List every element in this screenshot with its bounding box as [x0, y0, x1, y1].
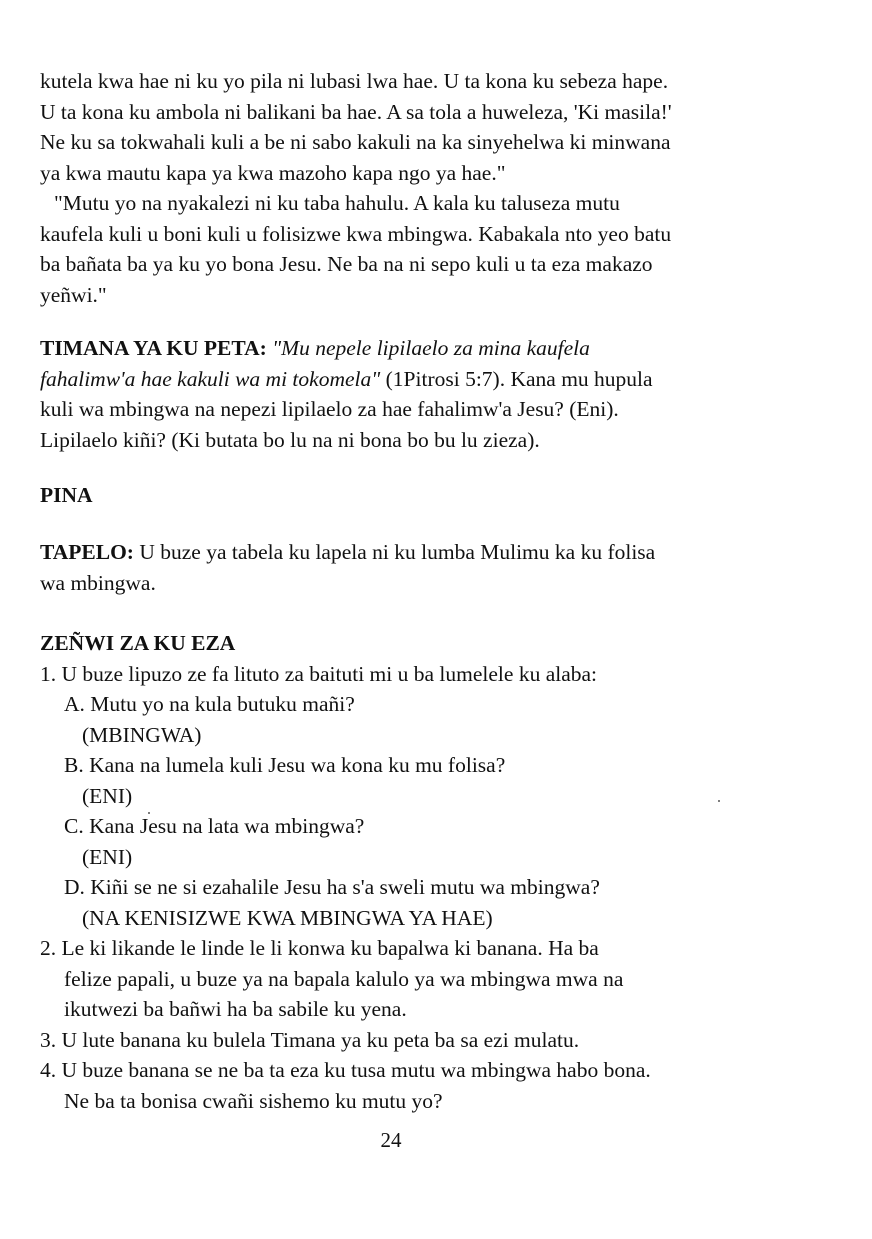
question-item: C. Kana Jesu na lata wa mbingwa?: [64, 814, 365, 838]
text-line: Ne ba ta bonisa cwañi sishemo ku mutu yo?: [64, 1088, 443, 1113]
memory-verse-heading: TIMANA YA KU PETA:: [40, 336, 267, 360]
memory-verse-reference: (1Pitrosi 5:7). Kana mu hupula: [380, 366, 653, 391]
song-section: [40, 480, 810, 511]
text-line: [40, 537, 810, 568]
prayer-section: [40, 537, 810, 598]
text-line: kuli wa mbingwa na nepezi lipilaelo za hae fahalimw'a Jesu? (Eni).: [40, 397, 619, 421]
prayer-text: U buze ya tabela ku lapela ni ku lumba Mulimu ka ku folisa: [133, 540, 656, 564]
story-paragraph-2: [40, 188, 810, 310]
text-line: ya kwa mautu kapa ya kwa mazoho kapa ngo ya hae.": [40, 160, 506, 185]
text-line: [40, 333, 810, 364]
text-line: kaufela kuli u boni kuli u folisizwe kwa mbingwa. Kabakala nto yeo batu: [40, 221, 672, 246]
text-line: yeñwi.": [40, 282, 107, 307]
question-item: B. Kana na lumela kuli Jesu wa kona ku mu folisa?: [64, 753, 506, 777]
activities-section: [40, 628, 810, 1116]
song-heading: PINA: [40, 483, 93, 507]
answer-item: (MBINGWA): [82, 722, 202, 747]
text-line: kutela kwa hae ni ku yo pila ni lubasi lwa hae. U ta kona ku sebeza hape.: [40, 69, 669, 93]
text-line: wa mbingwa.: [40, 570, 156, 595]
prayer-heading: TAPELO:: [40, 540, 134, 564]
scan-speck: [148, 812, 150, 814]
answer-item: (NA KENISIZWE KWA MBINGWA YA HAE): [82, 905, 493, 930]
memory-verse-text: "Mu nepele lipilaelo za mina kaufela: [272, 336, 590, 360]
activity-item-3: 3. U lute banana ku bulela Timana ya ku peta ba sa ezi mulatu.: [40, 1027, 580, 1052]
activity-item-2: 2. Le ki likande le linde le li konwa ku bapalwa ki banana. Ha ba: [40, 936, 599, 960]
text-line: ikutwezi ba bañwi ha ba sabile ku yena.: [64, 997, 407, 1021]
question-item: D. Kiñi se ne si ezahalile Jesu ha s'a sweli mutu wa mbingwa?: [64, 875, 600, 899]
activity-item-4: 4. U buze banana se ne ba ta eza ku tusa mutu wa mbingwa habo bona.: [40, 1058, 651, 1082]
page-number: 24: [380, 1128, 402, 1152]
scan-speck: [718, 800, 720, 802]
text-line: [40, 364, 810, 395]
text-line: felize papali, u buze ya na bapala kalulo ya wa mbingwa mwa na: [64, 966, 624, 991]
text-line: "Mutu yo na nyakalezi ni ku taba hahulu. A kala ku taluseza mutu: [54, 191, 620, 215]
text-line: Lipilaelo kiñi? (Ki butata bo lu na ni bona bo bu lu zieza).: [40, 427, 540, 452]
activities-heading: ZEÑWI ZA KU EZA: [40, 631, 236, 655]
story-paragraph-1: [40, 66, 810, 188]
memory-verse-text: fahalimw'a hae kakuli wa mi tokomela": [40, 366, 381, 391]
activity-item-1: 1. U buze lipuzo ze fa lituto za baituti mi u ba lumelele ku alaba:: [40, 661, 598, 686]
answer-item: (ENI): [82, 844, 133, 869]
text-line: Ne ku sa tokwahali kuli a be ni sabo kakuli na ka sinyehelwa ki minwana: [40, 130, 671, 154]
question-item: A. Mutu yo na kula butuku mañi?: [64, 692, 355, 716]
memory-verse-section: [40, 333, 810, 455]
text-line: ba bañata ba ya ku yo bona Jesu. Ne ba na ni sepo kuli u ta eza makazo: [40, 252, 653, 276]
answer-item: (ENI): [82, 783, 133, 808]
text-line: U ta kona ku ambola ni balikani ba hae. A sa tola a huweleza, 'Ki masila!': [40, 99, 672, 124]
